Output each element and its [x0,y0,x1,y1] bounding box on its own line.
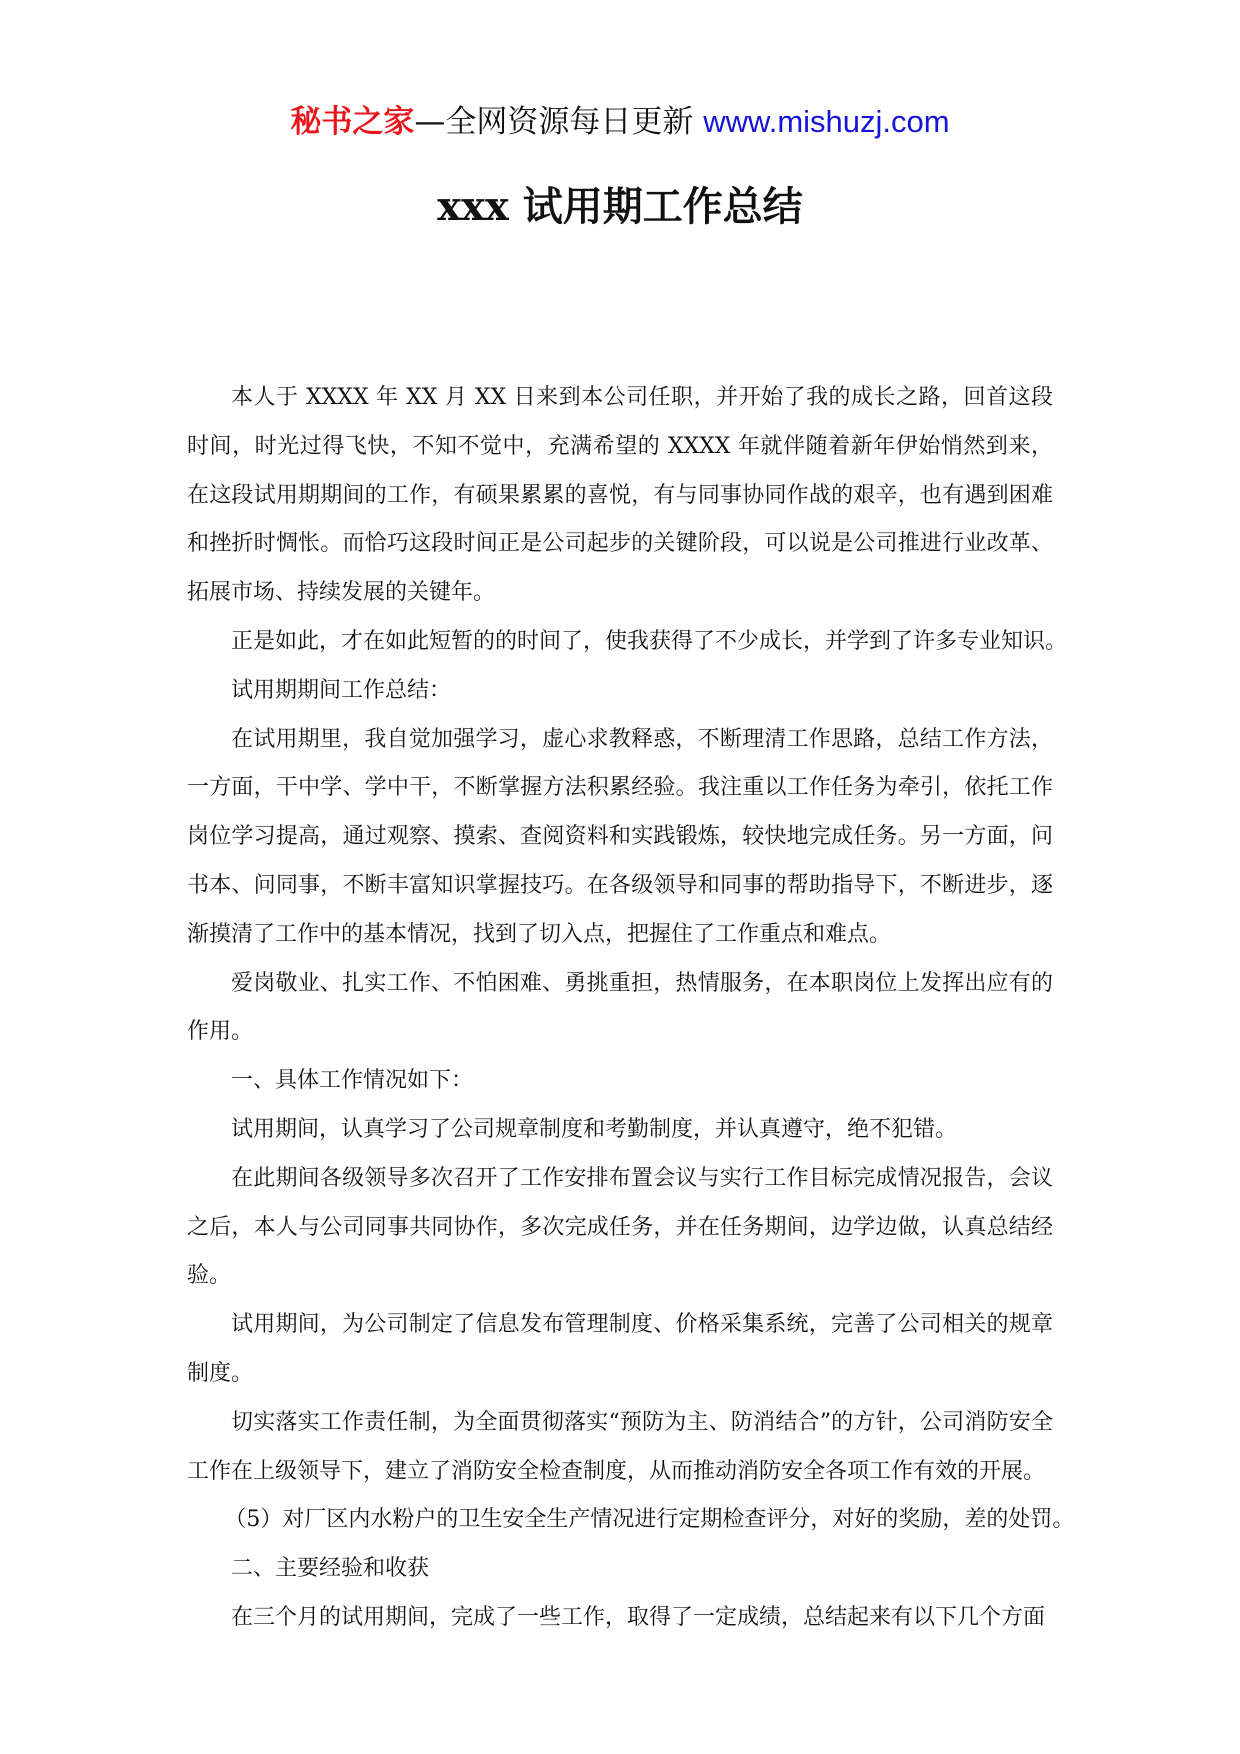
paragraph-dedication: 爱岗敬业、扎实工作、不怕困难、勇挑重担，热情服务，在本职岗位上发挥出应有的作用。 [187,970,1053,1045]
paragraph-meetings: 在此期间各级领导多次召开了工作安排布置会议与实行工作目标完成情况报告，会议之后，本人与公司同事共同协作，多次完成任务，并在任务期间，边学边做，认真总结经验。 [187,1165,1053,1289]
document-body [187,374,1075,1643]
site-slogan: —全网资源每日更新 [414,104,704,140]
site-brand: 秘书之家 [290,104,415,140]
paragraph-intro: 本人于 XXXX 年 XX 月 XX 日来到本公司任职，并开始了我的成长之路，回首这段时间，时光过得飞快，不知不觉中，充满希望的 XXXX 年就伴随着新年伊始悄然到来，在这段试用期期间的工作，有硕果累累的喜悦，有与同事协同作战的艰辛，也有遇到困难和挫折时惆怅。而恰巧这段时间正是公司起步的关键阶段，可以说是公司推进行业改革、拓展市场、持续发展的关键年。 [187,385,1053,606]
document-title: xxx 试用期工作总结 [437,183,803,230]
paragraph-fire-safety: 切实落实工作责任制，为全面贯彻落实“预防为主、防消结合”的方针，公司消防安全工作在上级领导下，建立了消防安全检查制度，从而推动消防安全各项工作有效的开展。 [187,1409,1053,1484]
paragraph-rules: 试用期间，认真学习了公司规章制度和考勤制度，并认真遵守，绝不犯错。 [231,1116,958,1142]
site-header [0,102,1240,142]
site-url-link[interactable]: www.mishuzj.com [703,104,950,139]
section-heading-work-details: 一、具体工作情况如下： [231,1068,474,1094]
paragraph-experience-intro: 在三个月的试用期间，完成了一些工作，取得了一定成绩，总结起来有以下几个方面 [231,1604,1046,1630]
paragraph-systems: 试用期间，为公司制定了信息发布管理制度、价格采集系统，完善了公司相关的规章制度。 [187,1312,1053,1386]
paragraph-summary-heading: 试用期期间工作总结： [231,677,452,703]
section-heading-experience: 二、主要经验和收获 [231,1556,430,1582]
paragraph-learning: 在试用期里，我自觉加强学习，虚心求教释惑，不断理清工作思路，总结工作方法，一方面，干中学、学中干，不断掌握方法积累经验。我注重以工作任务为牵引，依托工作岗位学习提高，通过观察、摸索、查阅资料和实践锻炼，较快地完成任务。另一方面，问书本、问同事，不断丰富知识掌握技巧。在各级领导和同事的帮助指导下，不断进步，逐渐摸清了工作中的基本情况，找到了切入点，把握住了工作重点和难点。 [187,726,1053,947]
paragraph-growth: 正是如此，才在如此短暂的的时间了，使我获得了不少成长，并学到了许多专业知识。 [231,628,1068,654]
paragraph-inspection: （5）对厂区内水粉户的卫生安全生产情况进行定期检查评分，对好的奖励，差的处罚。 [224,1507,1075,1533]
